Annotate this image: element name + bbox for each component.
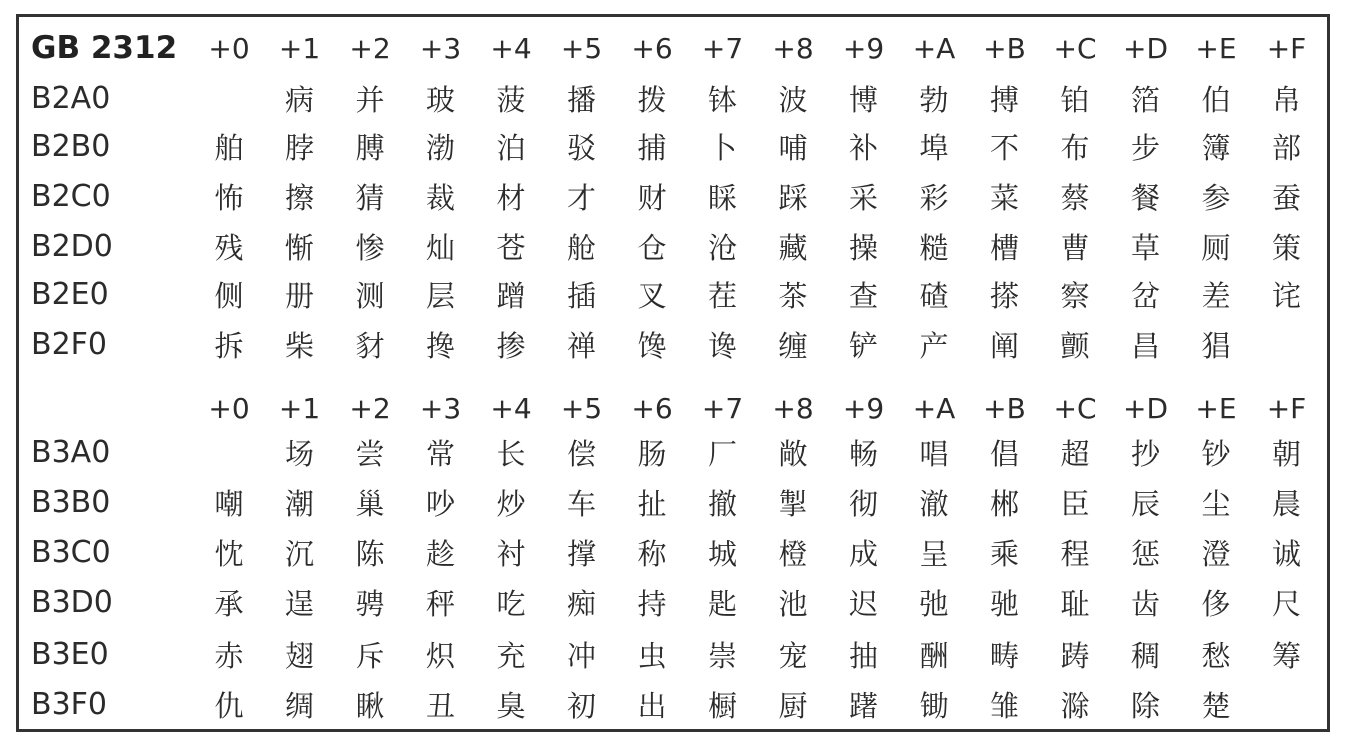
character-cell: 舱 (566, 230, 596, 265)
character-cell: 臣 (1060, 486, 1090, 521)
character-cell (1252, 319, 1322, 369)
character-cell: 陈 (355, 536, 385, 571)
character-cell: 操 (848, 230, 878, 265)
character-cell: 不 (989, 130, 1019, 165)
character-cell: 秤 (425, 586, 455, 621)
character-cell: 厨 (778, 688, 808, 723)
row-code-label: B2A0 (31, 80, 111, 116)
character-cell: 材 (496, 180, 526, 215)
character-cell: 拆 (214, 328, 244, 363)
character-cell: 博 (848, 82, 878, 117)
column-header: +C (1053, 391, 1097, 425)
column-header: +5 (560, 391, 603, 425)
character-cell: 吃 (496, 586, 526, 621)
table-row (19, 427, 1327, 477)
column-header: +D (1122, 31, 1169, 65)
character-cell: 车 (566, 486, 596, 521)
table-row (19, 679, 1327, 729)
character-cell: 初 (566, 688, 596, 723)
character-cell: 馋 (637, 328, 667, 363)
character-cell: 踌 (1060, 638, 1090, 673)
character-cell: 部 (1271, 130, 1301, 165)
character-cell: 查 (848, 278, 878, 313)
character-cell: 酬 (919, 638, 949, 673)
character-cell: 侈 (1201, 586, 1231, 621)
table-row (19, 527, 1327, 577)
row-code-label: B3B0 (31, 484, 111, 520)
character-cell: 躇 (848, 688, 878, 723)
row-code-label: B2F0 (31, 326, 108, 362)
column-header: +6 (631, 31, 673, 65)
column-header: +2 (349, 391, 391, 425)
character-cell: 捕 (637, 130, 667, 165)
character-cell: 朝 (1271, 436, 1301, 471)
character-cell: 脖 (284, 130, 314, 165)
column-header: +8 (772, 31, 814, 65)
character-cell: 吵 (425, 486, 455, 521)
character-cell: 肠 (637, 436, 667, 471)
character-cell: 衬 (496, 536, 526, 571)
character-cell: 藏 (778, 230, 808, 265)
character-cell: 唱 (919, 436, 949, 471)
row-code-label: B2D0 (31, 228, 113, 264)
character-cell: 阐 (989, 328, 1019, 363)
character-cell: 尺 (1271, 586, 1301, 621)
character-cell: 匙 (707, 586, 737, 621)
character-cell: 迟 (848, 586, 878, 621)
character-cell: 厂 (707, 436, 737, 471)
character-cell: 埠 (919, 130, 949, 165)
row-code-label: B2B0 (31, 128, 111, 164)
character-cell: 茶 (778, 278, 808, 313)
character-cell: 冲 (566, 638, 596, 673)
column-header: +6 (631, 391, 673, 425)
character-cell: 巢 (355, 486, 385, 521)
character-cell: 宠 (778, 638, 808, 673)
column-header: +4 (490, 31, 532, 65)
character-cell: 叉 (637, 278, 667, 313)
character-cell: 册 (284, 278, 314, 313)
character-cell: 池 (778, 586, 808, 621)
column-header: +A (912, 31, 956, 65)
table-title: GB 2312 (31, 30, 178, 66)
character-cell: 补 (848, 130, 878, 165)
character-cell: 钵 (707, 82, 737, 117)
column-header: +1 (278, 31, 321, 65)
character-cell: 超 (1060, 436, 1090, 471)
column-header-row (19, 383, 1327, 433)
character-cell: 畅 (848, 436, 878, 471)
character-cell: 齿 (1130, 586, 1160, 621)
character-cell: 铂 (1060, 82, 1090, 117)
character-cell: 辰 (1130, 486, 1160, 521)
character-cell: 稠 (1130, 638, 1160, 673)
row-code-label: B2E0 (31, 276, 109, 312)
row-code-label: B3A0 (31, 434, 111, 470)
character-cell: 雏 (989, 688, 1019, 723)
character-cell: 撑 (566, 536, 596, 571)
character-cell (1252, 679, 1322, 729)
character-cell: 潮 (284, 486, 314, 521)
character-cell: 澈 (919, 486, 949, 521)
character-cell: 渤 (425, 130, 455, 165)
character-cell: 惩 (1130, 536, 1160, 571)
character-cell: 怖 (214, 180, 244, 215)
character-cell: 灿 (425, 230, 455, 265)
character-cell: 仇 (214, 688, 244, 723)
character-cell: 乘 (989, 536, 1019, 571)
character-cell: 呈 (919, 536, 949, 571)
character-cell: 蚕 (1271, 180, 1301, 215)
character-cell: 斥 (355, 638, 385, 673)
table-row (19, 221, 1327, 271)
character-cell (194, 73, 264, 123)
character-cell: 长 (496, 436, 526, 471)
character-cell: 苍 (496, 230, 526, 265)
character-cell: 菜 (989, 180, 1019, 215)
column-header: +1 (278, 391, 321, 425)
column-header: +8 (772, 391, 814, 425)
character-cell: 掺 (496, 328, 526, 363)
character-cell: 畴 (989, 638, 1019, 673)
character-cell: 成 (848, 536, 878, 571)
character-cell: 铲 (848, 328, 878, 363)
column-header: +5 (560, 31, 603, 65)
character-cell: 筹 (1271, 638, 1301, 673)
row-code-label: B2C0 (31, 178, 111, 214)
character-cell: 驳 (566, 130, 596, 165)
character-cell: 程 (1060, 536, 1090, 571)
character-cell: 播 (566, 82, 596, 117)
character-cell: 常 (425, 436, 455, 471)
character-cell: 蹭 (496, 278, 526, 313)
character-cell: 柴 (284, 328, 314, 363)
character-cell: 昌 (1130, 328, 1160, 363)
character-cell: 餐 (1130, 180, 1160, 215)
table-row (19, 319, 1327, 369)
row-code-label: B3C0 (31, 534, 111, 570)
character-cell: 楚 (1201, 688, 1231, 723)
character-cell: 膊 (355, 130, 385, 165)
character-cell: 岔 (1130, 278, 1160, 313)
character-cell: 愁 (1201, 638, 1231, 673)
character-cell: 仓 (637, 230, 667, 265)
character-cell: 采 (848, 180, 878, 215)
table-row (19, 121, 1327, 171)
character-cell: 郴 (989, 486, 1019, 521)
character-cell: 沧 (707, 230, 737, 265)
character-cell: 澄 (1201, 536, 1231, 571)
character-cell: 蔡 (1060, 180, 1090, 215)
character-cell: 沉 (284, 536, 314, 571)
character-cell: 锄 (919, 688, 949, 723)
column-header: +D (1122, 391, 1169, 425)
character-cell: 彩 (919, 180, 949, 215)
character-cell: 橙 (778, 536, 808, 571)
character-cell: 侧 (214, 278, 244, 313)
character-cell: 颤 (1060, 328, 1090, 363)
column-header: +7 (701, 391, 744, 425)
character-cell: 层 (425, 278, 455, 313)
character-cell: 糙 (919, 230, 949, 265)
character-cell: 病 (284, 82, 314, 117)
column-header: +0 (208, 391, 250, 425)
character-cell: 嘲 (214, 486, 244, 521)
table-row (19, 73, 1327, 123)
character-cell: 耻 (1060, 586, 1090, 621)
character-cell: 痴 (566, 586, 596, 621)
row-code-label: B3D0 (31, 584, 113, 620)
character-cell: 舶 (214, 130, 244, 165)
character-cell: 趁 (425, 536, 455, 571)
column-header: +C (1053, 31, 1097, 65)
character-cell: 尘 (1201, 486, 1231, 521)
column-header: +B (983, 391, 1026, 425)
character-cell: 滁 (1060, 688, 1090, 723)
character-cell: 裁 (425, 180, 455, 215)
character-cell: 测 (355, 278, 385, 313)
character-cell: 产 (919, 328, 949, 363)
character-cell: 布 (1060, 130, 1090, 165)
column-header: +E (1195, 391, 1237, 425)
character-cell: 猜 (355, 180, 385, 215)
character-cell: 玻 (425, 82, 455, 117)
column-header: +F (1266, 31, 1307, 65)
character-cell: 缠 (778, 328, 808, 363)
character-cell: 臭 (496, 688, 526, 723)
character-cell: 炒 (496, 486, 526, 521)
row-code-label: B3E0 (31, 636, 109, 672)
table-row (19, 171, 1327, 221)
character-cell: 驰 (989, 586, 1019, 621)
character-cell: 厕 (1201, 230, 1231, 265)
character-cell: 残 (214, 230, 244, 265)
character-cell: 虫 (637, 638, 667, 673)
character-cell: 逞 (284, 586, 314, 621)
column-header: +2 (349, 31, 391, 65)
character-cell: 碴 (919, 278, 949, 313)
character-cell: 抄 (1130, 436, 1160, 471)
column-header: +0 (208, 31, 250, 65)
character-cell: 忱 (214, 536, 244, 571)
gb2312-code-table (19, 17, 1327, 729)
character-cell: 掣 (778, 486, 808, 521)
character-cell: 勃 (919, 82, 949, 117)
character-cell: 惨 (355, 230, 385, 265)
character-cell: 扯 (637, 486, 667, 521)
character-cell: 波 (778, 82, 808, 117)
column-header: +A (912, 391, 956, 425)
table-row (19, 629, 1327, 679)
character-cell: 箔 (1130, 82, 1160, 117)
character-cell: 谗 (707, 328, 737, 363)
column-header-row (19, 23, 1327, 73)
character-cell: 炽 (425, 638, 455, 673)
character-cell: 察 (1060, 278, 1090, 313)
character-cell: 丑 (425, 688, 455, 723)
character-cell (194, 427, 264, 477)
character-cell: 橱 (707, 688, 737, 723)
character-cell: 敞 (778, 436, 808, 471)
character-cell: 搏 (989, 82, 1019, 117)
character-cell: 茬 (707, 278, 737, 313)
character-cell: 抽 (848, 638, 878, 673)
character-cell: 出 (637, 688, 667, 723)
character-cell: 禅 (566, 328, 596, 363)
character-cell: 插 (566, 278, 596, 313)
character-cell: 并 (355, 82, 385, 117)
character-cell: 充 (496, 638, 526, 673)
character-cell: 绸 (284, 688, 314, 723)
character-cell: 差 (1201, 278, 1231, 313)
character-cell: 参 (1201, 180, 1231, 215)
character-cell: 踩 (778, 180, 808, 215)
character-cell: 搀 (425, 328, 455, 363)
character-cell: 伯 (1201, 82, 1231, 117)
character-cell: 弛 (919, 586, 949, 621)
row-code-label: B3F0 (31, 686, 108, 722)
character-cell: 称 (637, 536, 667, 571)
column-header: +4 (490, 391, 532, 425)
column-header: +9 (842, 391, 885, 425)
code-table-frame (16, 14, 1330, 732)
character-cell: 场 (284, 436, 314, 471)
column-header: +F (1266, 391, 1307, 425)
character-cell: 帛 (1271, 82, 1301, 117)
character-cell: 财 (637, 180, 667, 215)
character-cell: 偿 (566, 436, 596, 471)
character-cell: 尝 (355, 436, 385, 471)
character-cell: 彻 (848, 486, 878, 521)
character-cell: 搽 (989, 278, 1019, 313)
character-cell: 钞 (1201, 436, 1231, 471)
column-header: +9 (842, 31, 885, 65)
character-cell: 惭 (284, 230, 314, 265)
character-cell: 诧 (1271, 278, 1301, 313)
table-row (19, 477, 1327, 527)
character-cell: 槽 (989, 230, 1019, 265)
column-header: +3 (419, 31, 462, 65)
column-header: +B (983, 31, 1026, 65)
character-cell: 擦 (284, 180, 314, 215)
character-cell: 诚 (1271, 536, 1301, 571)
character-cell: 才 (566, 180, 596, 215)
character-cell: 撤 (707, 486, 737, 521)
character-cell: 菠 (496, 82, 526, 117)
character-cell: 簿 (1201, 130, 1231, 165)
character-cell: 猖 (1201, 328, 1231, 363)
character-cell: 晨 (1271, 486, 1301, 521)
character-cell: 承 (214, 586, 244, 621)
character-cell: 拨 (637, 82, 667, 117)
column-header: +E (1195, 31, 1237, 65)
character-cell: 赤 (214, 638, 244, 673)
character-cell: 除 (1130, 688, 1160, 723)
character-cell: 策 (1271, 230, 1301, 265)
character-cell: 草 (1130, 230, 1160, 265)
character-cell: 翅 (284, 638, 314, 673)
character-cell: 骋 (355, 586, 385, 621)
character-cell: 持 (637, 586, 667, 621)
character-cell: 瞅 (355, 688, 385, 723)
character-cell: 崇 (707, 638, 737, 673)
character-cell: 步 (1130, 130, 1160, 165)
character-cell: 卜 (707, 130, 737, 165)
character-cell: 曹 (1060, 230, 1090, 265)
character-cell: 泊 (496, 130, 526, 165)
character-cell: 倡 (989, 436, 1019, 471)
column-header: +3 (419, 391, 462, 425)
table-row (19, 577, 1327, 627)
character-cell: 城 (707, 536, 737, 571)
character-cell: 哺 (778, 130, 808, 165)
column-header: +7 (701, 31, 744, 65)
character-cell: 睬 (707, 180, 737, 215)
character-cell: 豺 (355, 328, 385, 363)
table-row (19, 269, 1327, 319)
